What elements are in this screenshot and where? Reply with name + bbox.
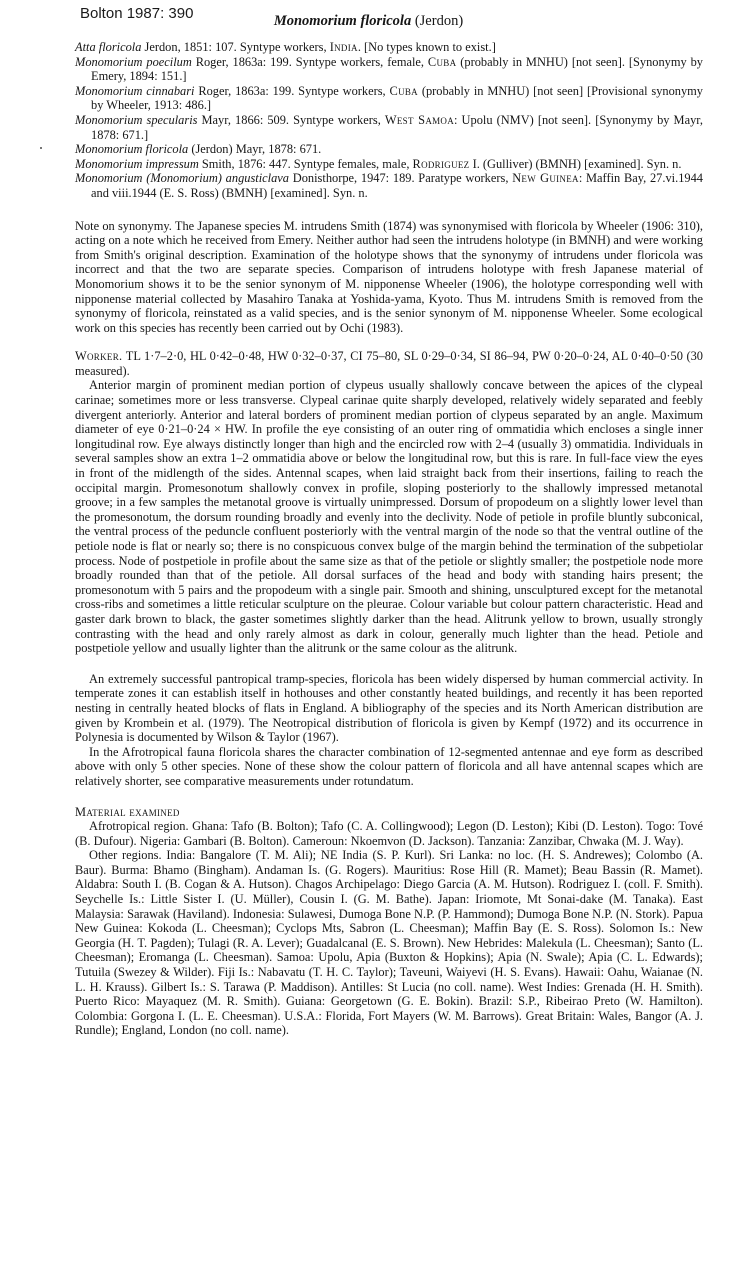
measurement-values: TL 1·7–2·0, HL 0·42–0·48, HW 0·32–0·37, CI 75–80, SL 0·29–0·34, SI 86–94, PW 0·20–0·24, AL 0·40–0·50 (30 measured). <box>75 349 703 378</box>
citation-text: Smith, 1876: 447. Syntype females, male, <box>198 156 413 171</box>
type-locality: Cuba <box>427 54 457 69</box>
material-heading: Material examined <box>75 804 180 819</box>
synonymy-entry <box>75 157 703 172</box>
citation-text: Roger, 1863a: 199. Syntype workers, <box>194 83 390 98</box>
synonymy-entry <box>75 142 703 157</box>
taxon-name: Monomorium specularis <box>75 112 198 127</box>
worker-measurements <box>75 349 703 378</box>
citation-rest: (probably in MNHU) [not seen]. [Synonymy by Emery, 1894: 151.] <box>91 54 703 84</box>
citation-rest: . [No types known to exist.] <box>357 40 496 54</box>
page-header-reference: Bolton 1987: 390 <box>80 5 194 22</box>
citation-text: Mayr, 1866: 509. Syntype workers, <box>197 112 385 127</box>
species-title <box>0 13 737 30</box>
citation-rest: : Upolu (NMV) [not seen]. [Synonymy by Mayr, 1878: 671.] <box>91 112 703 142</box>
page-body <box>75 40 703 1038</box>
synonymy-entry <box>75 84 703 113</box>
taxon-name: Atta floricola <box>75 40 142 54</box>
taxon-name: Monomorium cinnabari <box>75 83 195 98</box>
citation-rest: I. (Gulliver) (BMNH) [examined]. Syn. n. <box>469 156 682 171</box>
synonymy-entry <box>75 113 703 142</box>
afrotropical-comparison-paragraph: In the Afrotropical fauna floricola shares the character combination of 12-segmented antennae and eye form as described above with only 5 other species. None of these show the colour pattern of floricola and all have antennal scapes which are relatively shorter, see comparative measurements under rotundatum. <box>75 744 703 788</box>
material-other-regions: Other regions. India: Bangalore (T. M. Ali); NE India (S. P. Kurl). Sri Lanka: no loc. (H. S. Andrewes); Colombo (A. Baur). Burma: Bhamo (Bingham). Andaman Is. (G. Rogers). Mauritius: Rose Hill (R. Mamet); Beau Bassin (R. Mamet). Aldabra: South I. (B. Cogan & A. Hutson). Chagos Archipelago: Diego Garcia (A. M. Hutson). Rodriguez I. (coll. F. Smith). Seychelle Is.: Little Sister I. (U. Müller), Cousin I. (G. M. Bathe). Japan: Iriomote, Mt Sonai-dake (M. Tanaka). East Malaysia: Sarawak (Haviland). Indonesia: Sulawesi, Dumoga Bone N.P. (P. Hammond); Dumoga Bone N.P. (N. Stork). Papua New Guinea: Kokoda (L. Cheesman); Cyclops Mts, Sabron (L. Cheesman); Maffin Bay (E. S. Ross). Solomon Is.: New Georgia (H. T. Pagden); Tulagi (R. A. Lever); Guadalcanal (E. S. Brown). New Hebrides: Malekula (L. Cheesman); Santo (L. Cheesman); Eromanga (L. Cheesman). Samoa: Upolu, Apia (Buxton & Hopkins); Apia (N. Swale); Apia (C. L. Edwards); Tutuila (Swezey & Wilder). Fiji Is.: Nabavatu (T. H. C. Taylor); Taveuni, Waiyevi (H. S. Evans). Hawaii: Oahu, Waianae (N. L. H. Krauss). Gilbert Is.: S. Tarawa (P. Maddison). Antilles: St Lucia (no coll. name). West Indies: Grenada (H. H. Smith). Puerto Rico: Mayaquez (M. R. Smith). Guiana: Georgetown (G. E. Bokin). Brazil: S.P., Ribeirao Preto (W. Hamilton). Colombia: Gorgona I. (L. E. Cheesman). U.S.A.: Florida, Fort Mayers (W. M. Barrows). Great Britain: Wales, Bangor (A. J. Rundle); England, London (no coll. name). <box>75 848 703 1038</box>
citation-text: Roger, 1863a: 199. Syntype workers, female, <box>191 54 428 69</box>
species-author: (Jerdon) <box>414 13 464 29</box>
type-locality: Cuba <box>389 83 418 98</box>
taxon-name: Monomorium poecilum <box>75 54 192 69</box>
worker-description: Anterior margin of prominent median portion of clypeus usually shallowly concave between the apices of the clypeal carinae; sometimes more or less transverse. Clypeal carinae quite sharply developed, relatively widely separated and feebly divergent anteriorly. Anterior and lateral borders of prominent median portion of clypeus separated by an angle. Maximum diameter of eye 0·21–0·24 × HW. In profile the eye consisting of an outer ring of ommatidia which encloses a single inner longitudinal row. Eye always distinctly longer than high and the encircled row with 2–4 (usually 3) ommatidia. Individuals in several samples show an extra 1–2 ommatidia above or below the longitudinal row, but this is rare. In full-face view the eyes in front of the midlength of the sides. Antennal scapes, when laid straight back from their insertions, failing to reach the occipital margin. Promesonotum shallowly convex in profile, sloping posteriorly to the shallowly impressed metanotal groove; in a few samples the metanotal groove is virtually unimpressed. Dorsum of propodeum on a slightly lower level than the promesonotum, the dorsum rounding broadly and evenly into the declivity. Node of petiole in profile bluntly subconical, the ventral process of the peduncle confluent posteriorly with the ventral margin of the node so that the ventral outline of the petiole node is flat or nearly so; there is no conspicuous convex bulge of the margin behind the termination of the subpetiolar process. Node of postpetiole in profile about the same size as that of the petiole or slightly smaller; the postpetiole node more broadly rounded than that of the petiole. All dorsal surfaces of the head and body with standing hairs present; the promesonotum with 5 pairs and the propodeum with a single pair. Smooth and shining, unsculptured except for the metanotal cross-ribs and sometimes a little reticular sculpture on the pleurae. Colour variable but colour pattern characteristic. Head and gaster dark brown to black, the gaster sometimes slightly darker than the head. Alitrunk yellow to brown, usually strongly contrasting with the head and only rarely almost as dark in colour, generally much lighter than the head. Petiole and postpetiole yellow and usually lighter than the alitrunk or the same colour as the alitrunk. <box>75 378 703 656</box>
material-afrotropical: Afrotropical region. Ghana: Tafo (B. Bolton); Tafo (C. A. Collingwood); Legon (D. Leston); Kibi (D. Leston). Togo: Tové (B. Dufour). Nigeria: Gambari (B. Bolton). Cameroun: Nkoemvon (D. Jackson). Tanzania: Zanzibar, Chwaka (M. J. Way). <box>75 819 703 848</box>
taxon-name: Monomorium (Monomorium) angusticlava <box>75 171 290 186</box>
type-locality: Rodriguez <box>412 156 470 171</box>
distribution-paragraph: An extremely successful pantropical tramp-species, floricola has been widely dispersed by human commercial activity. In temperate zones it can establish itself in hothouses and other constantly heated buildings, and recently it has been reported nesting in centrally heated blocks of flats in England. A bibliography of the species and its North American distribution are given by Krombein et al. (1979). The Neotropical distribution of floricola is given by Kempf (1972) and its occurrence in Polynesia is documented by Wilson & Taylor (1967). <box>75 671 703 745</box>
citation-text: Donisthorpe, 1947: 189. Paratype workers, <box>289 171 513 186</box>
type-locality: India <box>329 40 358 54</box>
synonymy-entry <box>75 171 703 200</box>
synonymy-note: Note on synonymy. The Japanese species M. intrudens Smith (1874) was synonymised with floricola by Wheeler (1906: 310), acting on a note which he received from Emery. Neither author had seen the intrudens holotype (in BMNH) and were working from Smith's original description. Examination of the holotype shows that the synonymy of intrudens under floricola was incorrect and that the two are separate species. Comparison of intrudens holotype with fresh Japanese material of Monomorium shows it to be the senior synonym of M. nipponense Wheeler (1906), the holotype corresponding well with nipponense material collected by Masahiro Tanaka at Yoshida-yama, Kyoto. Thus M. intrudens Smith is removed from the synonymy of floricola, reinstated as a valid species, and is the senior synonym of M. nipponense Wheeler. Some ecological work on this species has recently been carried out by Ochi (1983). <box>75 218 703 335</box>
taxon-name: Monomorium impressum <box>75 156 199 171</box>
citation-rest: : Maffin Bay, 27.vi.1944 and viii.1944 (E. S. Ross) (BMNH) [examined]. Syn. n. <box>91 171 703 200</box>
taxon-name: Monomorium floricola <box>75 142 189 157</box>
type-locality: West Samoa <box>384 112 455 127</box>
citation-rest: (probably in MNHU) [not seen] [Provisional synonymy by Wheeler, 1913: 486.] <box>91 83 703 113</box>
synonymy-entry <box>75 40 703 55</box>
stray-mark <box>40 147 42 149</box>
type-locality: New Guinea <box>512 171 579 186</box>
worker-label: Worker. <box>75 349 123 364</box>
synonymy-entry <box>75 55 703 84</box>
synonymy-list <box>75 40 703 201</box>
citation-text: (Jerdon) Mayr, 1878: 671. <box>188 142 322 157</box>
citation-text: Jerdon, 1851: 107. Syntype workers, <box>141 40 330 54</box>
species-name: Monomorium floricola <box>273 13 412 29</box>
